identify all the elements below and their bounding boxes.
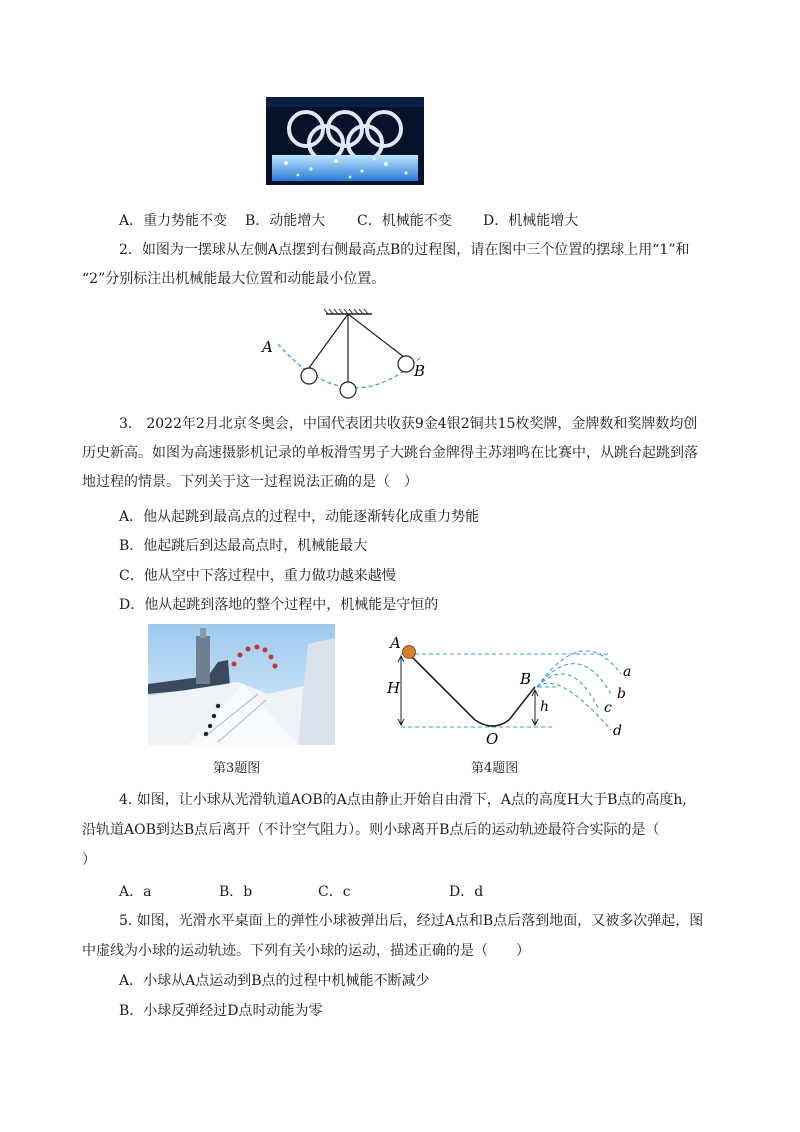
label-H: H: [387, 679, 401, 697]
q5-text-line1: 5. 如图，光滑水平桌面上的弹性小球被弹出后，经过A点和B点后落到地面，又被多次弹起，图: [119, 913, 704, 929]
label-A: A: [390, 634, 401, 652]
q3-option-d: D．他从起跳到落地的整个过程中，机械能是守恒的: [119, 597, 439, 613]
q5-option-a: A．小球从A点运动到B点的过程中机械能不断减少: [119, 973, 430, 989]
q3-text-line3: 地过程的情景。下列关于这一过程说法正确的是（ ）: [82, 474, 418, 490]
q4-option-c: C．c: [318, 884, 351, 900]
label-O: O: [486, 730, 499, 748]
figure-4-caption: 第4题图: [471, 761, 519, 776]
q4-option-b: B．b: [219, 884, 253, 900]
q1-option-c: C．机械能不变: [357, 213, 452, 229]
label-traj-c: c: [604, 700, 612, 716]
olympic-rings-photo: [266, 97, 424, 185]
q2-text-line1: 2．如图为一摆球从左侧A点摆到右侧最高点B的过程图，请在图中三个位置的摆球上用“1”和: [119, 242, 690, 258]
label-a: A: [262, 338, 273, 356]
q4-text-line1: 4. 如图，让小球从光滑轨道AOB的A点由静止开始自由滑下，A点的高度H大于B点的高度h,: [119, 792, 687, 808]
q3-option-c: C．他从空中下落过程中，重力做功越来越慢: [119, 568, 396, 584]
label-traj-b: b: [617, 686, 626, 702]
q5-option-b: B．小球反弹经过D点时动能为零: [119, 1003, 323, 1019]
q2-text-line2: “2”分别标注出机械能最大位置和动能最小位置。: [82, 271, 386, 287]
track-diagram: [383, 632, 645, 750]
pendulum-ball-left: [301, 368, 317, 384]
pendulum-diagram: [258, 306, 438, 402]
q3-text-line2: 历史新高。如图为高速摄影机记录的单板滑雪男子大跳台金牌得主苏翊鸣在比赛中，从跳台起跳到落: [82, 445, 698, 461]
q3-option-b: B．他起跳后到达最高点时，机械能最大: [119, 538, 368, 554]
pendulum-ball-right: [398, 356, 414, 372]
label-B: B: [520, 670, 532, 688]
q1-option-a: A．重力势能不变: [119, 213, 228, 229]
snowboard-jump-photo: [148, 624, 335, 745]
figure-3-caption: 第3题图: [213, 761, 261, 776]
q4-text-line2: 沿轨道AOB到达B点后离开（不计空气阻力）。则小球离开B点后的运动轨迹最符合实际的是（: [82, 822, 660, 838]
q4-text-line3: ）: [82, 852, 96, 868]
q3-text-line1: 3. 2022年2月北京冬奥会，中国代表团共收获9金4银2铜共15枚奖牌，金牌数和奖牌数均创: [119, 416, 698, 432]
q5-text-line2: 中虚线为小球的运动轨迹。下列有关小球的运动，描述正确的是（ ）: [82, 943, 530, 959]
pendulum-ball-bottom: [340, 382, 356, 398]
q3-option-a: A．他从起跳到最高点的过程中，动能逐渐转化成重力势能: [119, 509, 480, 525]
label-traj-a: a: [623, 664, 632, 680]
q4-option-a: A．a: [119, 884, 152, 900]
label-b: B: [414, 362, 426, 380]
q1-option-d: D．机械能增大: [483, 213, 579, 229]
label-traj-d: d: [613, 723, 622, 739]
q4-option-d: D．d: [449, 884, 484, 900]
label-h: h: [540, 699, 550, 715]
q1-option-b: B．动能增大: [245, 213, 326, 229]
